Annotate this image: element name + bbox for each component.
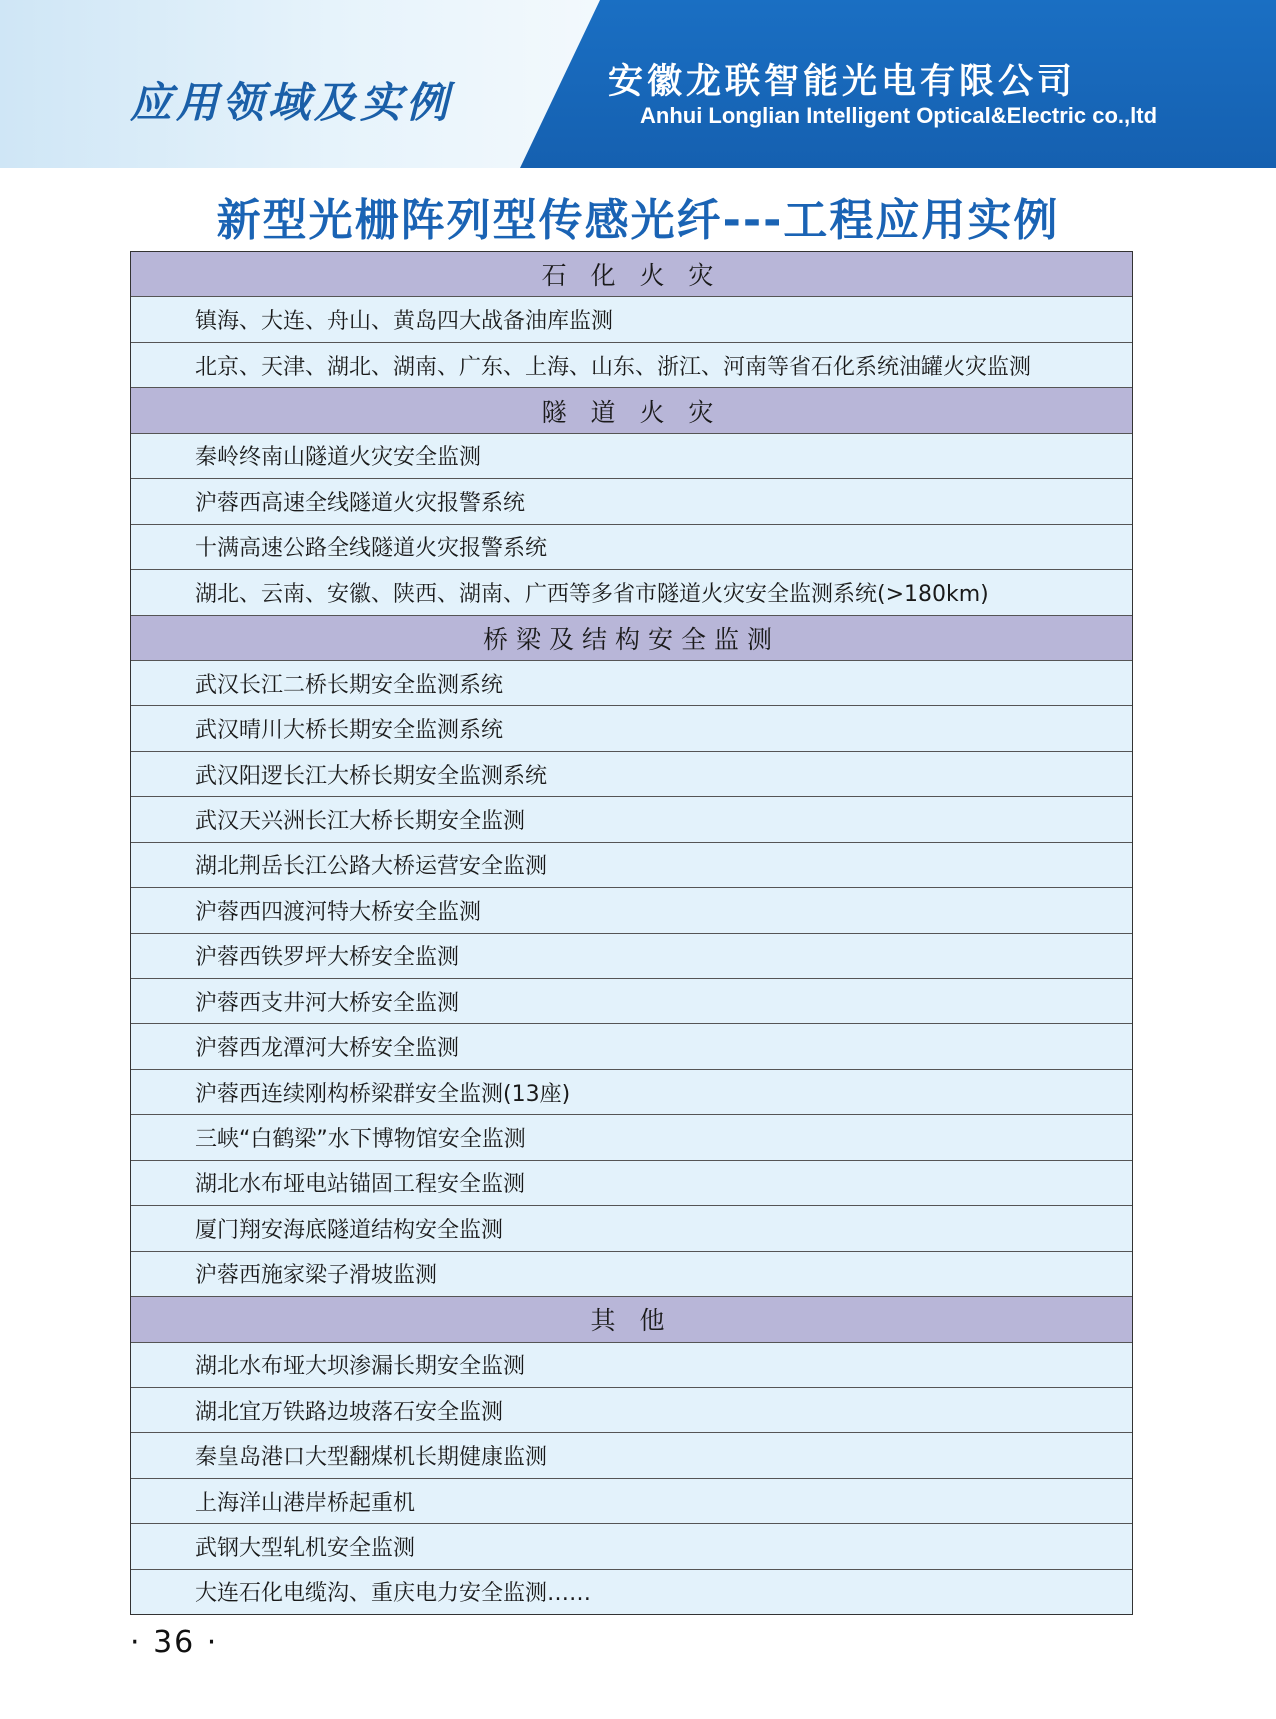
table-row: 镇海、大连、舟山、黄岛四大战备油库监测 — [131, 297, 1132, 342]
company-name-en: Anhui Longlian Intelligent Optical&Electric co.,ltd — [640, 103, 1158, 128]
table-row: 武汉阳逻长江大桥长期安全监测系统 — [131, 752, 1132, 797]
table-row: 沪蓉西施家梁子滑坡监测 — [131, 1252, 1132, 1297]
application-table — [130, 251, 1133, 1615]
table-row: 湖北水布垭大坝渗漏长期安全监测 — [131, 1343, 1132, 1388]
section-label: 应用领域及实例 — [130, 78, 453, 127]
table-row: 沪蓉西支井河大桥安全监测 — [131, 979, 1132, 1024]
table-row: 湖北水布垭电站锚固工程安全监测 — [131, 1161, 1132, 1206]
table-row: 湖北、云南、安徽、陕西、湖南、广西等多省市隧道火灾安全监测系统(>180km) — [131, 570, 1132, 615]
table-row: 湖北宜万铁路边坡落石安全监测 — [131, 1388, 1132, 1433]
category-header: 隧 道 火 灾 — [131, 388, 1132, 433]
table-row: 湖北荆岳长江公路大桥运营安全监测 — [131, 843, 1132, 888]
category-header: 桥梁及结构安全监测 — [131, 616, 1132, 661]
page-number: · 36 · — [130, 1625, 219, 1660]
table-row: 秦岭终南山隧道火灾安全监测 — [131, 434, 1132, 479]
table-row: 上海洋山港岸桥起重机 — [131, 1479, 1132, 1524]
table-row: 三峡“白鹤梁”水下博物馆安全监测 — [131, 1115, 1132, 1160]
table-row: 沪蓉西龙潭河大桥安全监测 — [131, 1024, 1132, 1069]
category-header: 石 化 火 灾 — [131, 252, 1132, 297]
table-row: 武汉晴川大桥长期安全监测系统 — [131, 706, 1132, 751]
table-row: 大连石化电缆沟、重庆电力安全监测…… — [131, 1570, 1132, 1614]
table-row: 沪蓉西高速全线隧道火灾报警系统 — [131, 479, 1132, 524]
table-row: 厦门翔安海底隧道结构安全监测 — [131, 1206, 1132, 1251]
page-title: 新型光栅阵列型传感光纤---工程应用实例 — [216, 195, 1060, 246]
table-row: 武钢大型轧机安全监测 — [131, 1524, 1132, 1569]
table-row: 武汉长江二桥长期安全监测系统 — [131, 661, 1132, 706]
table-row: 秦皇岛港口大型翻煤机长期健康监测 — [131, 1433, 1132, 1478]
category-header: 其 他 — [131, 1297, 1132, 1342]
table-row: 沪蓉西连续刚构桥梁群安全监测(13座) — [131, 1070, 1132, 1115]
table-row: 北京、天津、湖北、湖南、广东、上海、山东、浙江、河南等省石化系统油罐火灾监测 — [131, 343, 1132, 388]
table-row: 沪蓉西铁罗坪大桥安全监测 — [131, 934, 1132, 979]
table-row: 沪蓉西四渡河特大桥安全监测 — [131, 888, 1132, 933]
table-row: 武汉天兴洲长江大桥长期安全监测 — [131, 797, 1132, 842]
company-name-cn: 安徽龙联智能光电有限公司 — [608, 61, 1077, 102]
table-row: 十满高速公路全线隧道火灾报警系统 — [131, 525, 1132, 570]
